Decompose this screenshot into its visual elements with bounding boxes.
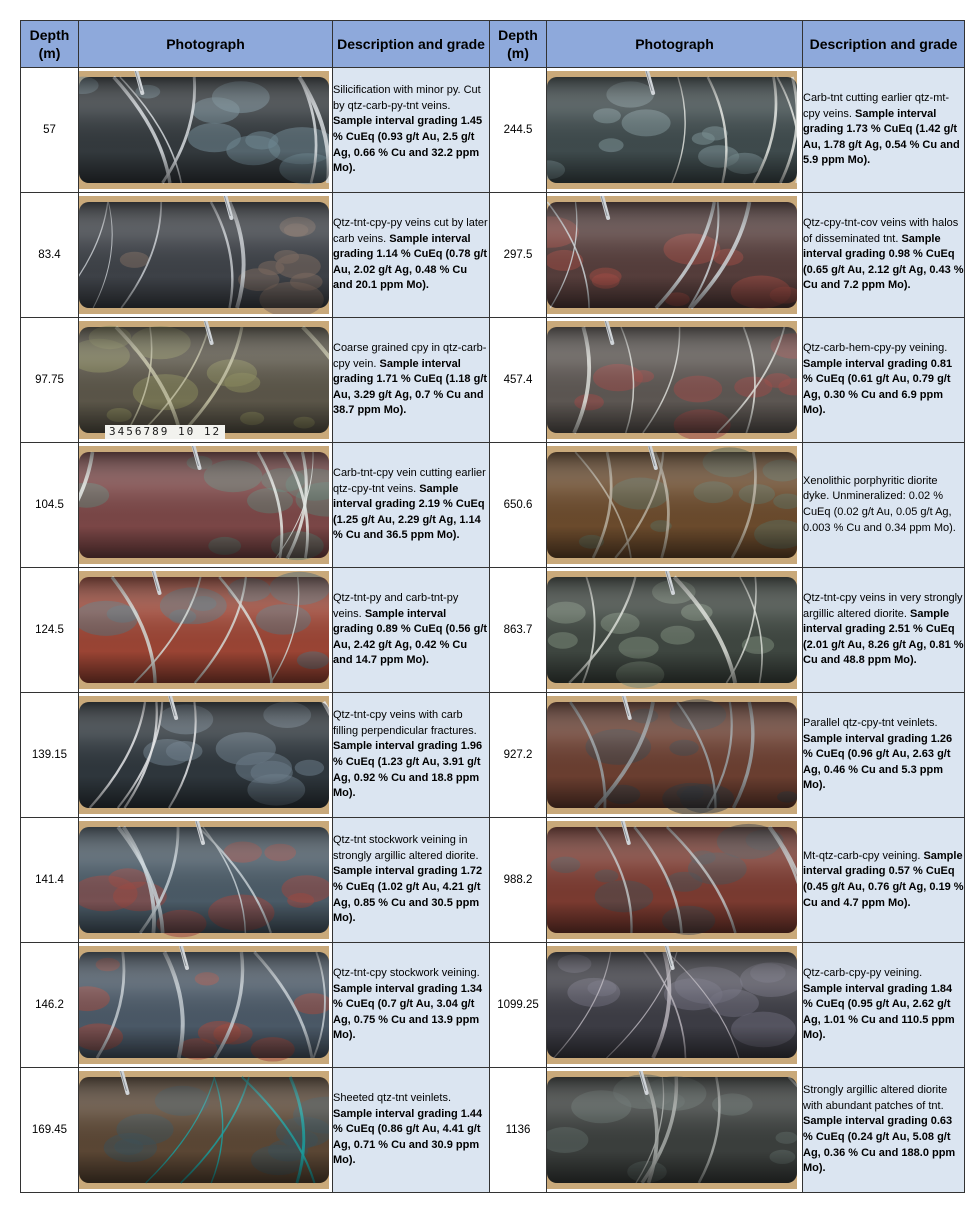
description-cell [333, 693, 490, 818]
drill-core-photo [547, 946, 802, 1064]
drill-core-photo [547, 321, 802, 439]
description-cell [333, 193, 490, 318]
description-cell [803, 818, 965, 943]
core-row [21, 568, 965, 693]
core-photo-cell [547, 68, 803, 193]
core-row [21, 1068, 965, 1193]
drill-core-photo [547, 821, 802, 939]
grade-text: Sample interval grading 1.73 % CuEq (1.42 g/t Au, 1.78 g/t Ag, 0.54 % Cu and 5.9 ppm Mo). [803, 107, 960, 167]
core-row [21, 443, 965, 568]
core-photo-cell [79, 943, 333, 1068]
drill-core-photo [79, 196, 332, 314]
description-cell [803, 318, 965, 443]
core-photo-cell [79, 818, 333, 943]
description-text: Carb-tnt-cpy vein cutting earlier qtz-cpy-tnt veins. [333, 467, 486, 495]
description-text: Qtz-cpy-tnt-cov veins with halos of disseminated tnt. [803, 217, 959, 245]
header-depth: Depth (m) [21, 21, 79, 68]
drill-core-photo [547, 446, 802, 564]
grade-text: Sample interval grading 1.44 % CuEq (0.86 g/t Au, 4.41 g/t Ag, 0.71 % Cu and 30.9 ppm Mo). [333, 1107, 483, 1167]
core-photo-cell [79, 318, 333, 443]
description-cell [803, 443, 965, 568]
grade-text: Sample interval grading 0.63 % CuEq (0.24 g/t Au, 5.08 g/t Ag, 0.36 % Cu and 188.0 ppm Mo). [803, 1115, 956, 1175]
description-text: Strongly argillic altered diorite with abundant patches of tnt. [803, 1084, 948, 1112]
description-text: Qtz-tnt stockwork veining in strongly argillic altered diorite. [333, 834, 479, 862]
core-photo-table [20, 20, 965, 1193]
header-depth: Depth (m) [490, 21, 547, 68]
depth-cell: 988.2 [490, 818, 547, 943]
description-text: Qtz-carb-hem-cpy-py veining. [803, 342, 948, 355]
grade-text: Sample interval grading 1.71 % CuEq (1.18 g/t Au, 3.29 g/t Ag, 0.7 % Cu and 38.7 ppm Mo). [333, 357, 488, 417]
core-row [21, 193, 965, 318]
description-text: Mt-qtz-carb-cpy veining. [803, 849, 921, 862]
depth-cell: 57 [21, 68, 79, 193]
depth-cell: 927.2 [490, 693, 547, 818]
grade-text: Sample interval grading 0.89 % CuEq (0.56 g/t Au, 2.42 g/t Ag, 0.42 % Cu and 14.7 ppm Mo). [333, 607, 488, 667]
description-text: Qtz-carb-cpy-py veining. [803, 967, 923, 980]
grade-text: Sample interval grading 1.45 % CuEq (0.93 g/t Au, 2.5 g/t Ag, 0.66 % Cu and 32.2 ppm Mo). [333, 115, 483, 175]
drill-core-photo [79, 1071, 332, 1189]
core-photo-cell [79, 568, 333, 693]
description-text: Silicification with minor py. Cut by qtz-carb-py-tnt veins. [333, 84, 481, 112]
core-photo-cell [547, 818, 803, 943]
core-photo-cell [547, 943, 803, 1068]
depth-cell: 863.7 [490, 568, 547, 693]
drill-core-photo [547, 1071, 802, 1189]
description-cell [803, 1068, 965, 1193]
grade-text: Sample interval grading 1.72 % CuEq (1.02 g/t Au, 4.21 g/t Ag, 0.85 % Cu and 30.5 ppm Mo). [333, 865, 483, 925]
description-text: Qtz-tnt-cpy veins with carb filling perpendicular fractures. [333, 709, 477, 737]
core-photo-cell [547, 443, 803, 568]
depth-cell: 104.5 [21, 443, 79, 568]
description-text: Qtz-tnt-cpy stockwork veining. [333, 967, 480, 980]
drill-core-photo [547, 71, 802, 189]
core-row [21, 818, 965, 943]
drill-core-photo [547, 696, 802, 814]
description-cell [803, 693, 965, 818]
grade-text: Sample interval grading 1.14 % CuEq (0.78 g/t Au, 2.02 g/t Ag, 0.48 % Cu and 20.1 ppm Mo). [333, 232, 488, 292]
drill-core-photo [79, 71, 332, 189]
description-cell [803, 193, 965, 318]
description-cell [333, 943, 490, 1068]
core-row [21, 68, 965, 193]
ruler-scale: 3456789 10 12 [105, 425, 225, 439]
description-cell [333, 818, 490, 943]
header-photograph: Photograph [79, 21, 333, 68]
description-text: Sheeted qtz-tnt veinlets. [333, 1092, 452, 1105]
core-photo-cell [79, 693, 333, 818]
drill-core-photo [547, 196, 802, 314]
drill-core-photo [79, 946, 332, 1064]
core-photo-cell [547, 318, 803, 443]
description-text: Coarse grained cpy in qtz-carb-cpy vein. [333, 342, 487, 370]
depth-cell: 1099.25 [490, 943, 547, 1068]
depth-cell: 244.5 [490, 68, 547, 193]
description-cell [333, 68, 490, 193]
description-cell [333, 443, 490, 568]
grade-text: Sample interval grading 1.34 % CuEq (0.7 g/t Au, 3.04 g/t Ag, 0.75 % Cu and 13.9 ppm Mo). [333, 982, 483, 1042]
description-cell [333, 318, 490, 443]
depth-cell: 141.4 [21, 818, 79, 943]
drill-core-photo [79, 446, 332, 564]
grade-text: Sample interval grading 1.84 % CuEq (0.95 g/t Au, 2.62 g/t Ag, 1.01 % Cu and 110.5 ppm Mo). [803, 982, 955, 1042]
depth-cell: 1136 [490, 1068, 547, 1193]
core-row [21, 318, 965, 443]
core-row [21, 943, 965, 1068]
depth-cell: 297.5 [490, 193, 547, 318]
description-text: Xenolithic porphyritic diorite dyke. Unmineralized: 0.02 % CuEq (0.02 g/t Au, 0.05 g/t Ag, 0.003 % Cu and 0.34 ppm Mo). [803, 474, 956, 534]
header-description: Description and grade [803, 21, 965, 68]
core-photo-cell [547, 568, 803, 693]
grade-text: Sample interval grading 0.57 % CuEq (0.45 g/t Au, 0.76 g/t Ag, 0.19 % Cu and 4.7 ppm Mo). [803, 849, 964, 909]
core-photo-cell [547, 693, 803, 818]
core-photo-cell [79, 1068, 333, 1193]
description-cell [333, 568, 490, 693]
depth-cell: 139.15 [21, 693, 79, 818]
core-photo-table-wrapper [20, 20, 965, 1193]
description-text: Qtz-tnt-cpy-py veins cut by later carb veins. [333, 217, 488, 245]
grade-text: Sample interval grading 0.81 % CuEq (0.61 g/t Au, 0.79 g/t Ag, 0.30 % Cu and 6.9 ppm Mo). [803, 357, 953, 417]
description-cell [803, 568, 965, 693]
core-photo-cell [547, 1068, 803, 1193]
depth-cell: 124.5 [21, 568, 79, 693]
depth-cell: 97.75 [21, 318, 79, 443]
depth-cell: 650.6 [490, 443, 547, 568]
depth-cell: 83.4 [21, 193, 79, 318]
description-cell [333, 1068, 490, 1193]
depth-cell: 146.2 [21, 943, 79, 1068]
description-text: Qtz-tnt-py and carb-tnt-py veins. [333, 592, 459, 620]
header-description: Description and grade [333, 21, 490, 68]
header-row [21, 21, 965, 68]
core-photo-cell [547, 193, 803, 318]
core-photo-cell [79, 443, 333, 568]
drill-core-photo [79, 821, 332, 939]
drill-core-photo [79, 696, 332, 814]
grade-text: Sample interval grading 1.26 % CuEq (0.96 g/t Au, 2.63 g/t Ag, 0.46 % Cu and 5.3 ppm Mo). [803, 732, 953, 792]
core-photo-cell [79, 68, 333, 193]
grade-text: Sample interval grading 0.98 % CuEq (0.65 g/t Au, 2.12 g/t Ag, 0.43 % Cu and 7.2 ppm Mo). [803, 232, 964, 292]
grade-text: Sample interval grading 2.19 % CuEq (1.25 g/t Au, 2.29 g/t Ag, 1.14 % Cu and 36.5 ppm Mo). [333, 482, 485, 542]
depth-cell: 169.45 [21, 1068, 79, 1193]
grade-text: Sample interval grading 1.96 % CuEq (1.23 g/t Au, 3.91 g/t Ag, 0.92 % Cu and 18.8 ppm Mo). [333, 740, 483, 800]
drill-core-photo [79, 321, 332, 439]
header-photograph: Photograph [547, 21, 803, 68]
grade-text: Sample interval grading 2.51 % CuEq (2.01 g/t Au, 8.26 g/t Ag, 0.81 % Cu and 48.8 ppm Mo). [803, 607, 964, 667]
description-cell [803, 68, 965, 193]
description-text: Carb-tnt cutting earlier qtz-mt-cpy veins. [803, 92, 950, 120]
description-text: Qtz-tnt-cpy veins in very strongly argillic altered diorite. [803, 592, 963, 620]
drill-core-photo [547, 571, 802, 689]
core-row [21, 693, 965, 818]
description-cell [803, 943, 965, 1068]
drill-core-photo [79, 571, 332, 689]
core-photo-cell [79, 193, 333, 318]
depth-cell: 457.4 [490, 318, 547, 443]
description-text: Parallel qtz-cpy-tnt veinlets. [803, 717, 938, 730]
